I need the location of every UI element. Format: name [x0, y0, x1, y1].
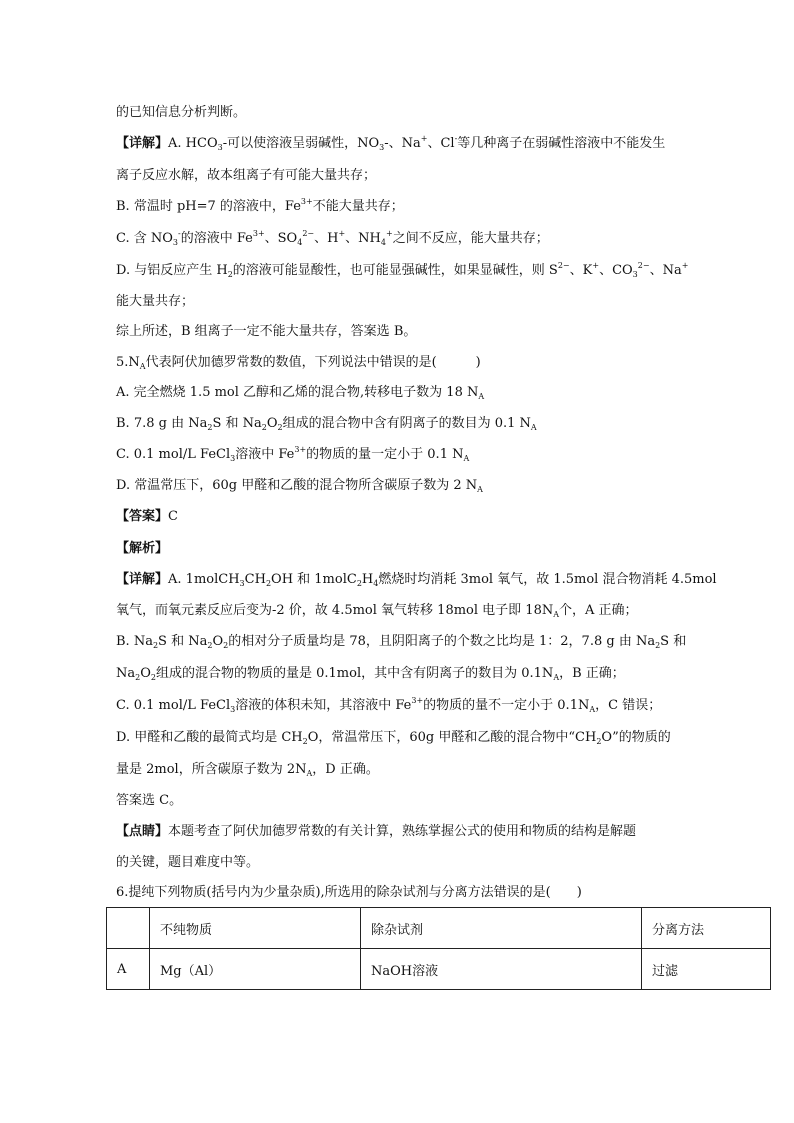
text-line: 能大量共存；	[116, 294, 195, 309]
key-point: 【点睛】本题考查了阿伏加德罗常数的有关计算，熟练掌握公式的使用和物质的结构是解题	[116, 824, 637, 839]
answer-line: 【答案】C	[116, 509, 178, 524]
table-cell: A	[107, 949, 150, 990]
option-c: C. 0.1 mol/L FeCl$_3$溶液中 $Fe^{3+}$的物质的量一定小于 0.1 $N_A$	[116, 445, 470, 463]
analysis-heading: 【解析】	[116, 541, 169, 556]
text-line: 的关键，题目难度中等。	[116, 855, 260, 870]
text-line: B. 常温时 pH=7 的溶液中，$Fe^{3+}$不能大量共存；	[116, 197, 404, 214]
text-line: $Na_2O_2$组成的混合物的物质的量是 0.1mol，其中含有阴离子的数目为 $0.1N_A$，B 正确；	[116, 666, 625, 682]
option-b: B. 7.8 g 由 $Na_2S$ 和 $Na_2O_2$组成的混合物中含有阴离子的数目为 0.1 $N_A$	[116, 416, 537, 432]
table-row	[107, 949, 771, 990]
option-a: A. 完全燃烧 1.5 mol 乙醇和乙烯的混合物,转移电子数为 18 $N_A$	[116, 385, 485, 401]
question-5: $5.N_A$代表阿伏加德罗常数的数值，下列说法中错误的是( )	[116, 355, 481, 371]
text-line: 答案选 C。	[116, 793, 183, 808]
table-cell	[107, 908, 150, 949]
text-line: 【详解】A. $1molCH_3CH_2OH$ 和 $1molC_2H_4$燃烧时均消耗 3mol 氧气，故 1.5mol 混合物消耗 4.5mol	[116, 572, 717, 588]
text-line: 【详解】A. $HCO_3-$可以使溶液呈弱碱性，$NO_3-$、Na+、Cl-等几种离子在弱碱性溶液中不能发生	[116, 134, 666, 152]
question-6: 6.提纯下列物质(括号内为少量杂质),所选用的除杂试剂与分离方法错误的是( )	[116, 885, 582, 900]
table-cell: NaOH溶液	[361, 949, 642, 990]
text-line: 量是 2mol，所含碳原子数为 $2N_A$，D 正确。	[116, 762, 379, 778]
text-line: B. $Na_2S$ 和 $Na_2O_2$的相对分子质量均是 78，且阴阳离子的个数之比均是 1：2，7.8 g 由 $Na_2S$ 和	[116, 634, 687, 650]
table-cell: 分离方法	[642, 908, 771, 949]
table-header-row	[107, 908, 771, 949]
table-cell: 过滤	[642, 949, 771, 990]
text-line: 氧气，而氧元素反应后变为-2 价，故 4.5mol 氧气转移 18mol 电子即 $18N_A$个，A 正确；	[116, 603, 638, 619]
text-line: 的已知信息分析判断。	[116, 105, 247, 120]
text-line: D. 与铝反应产生 $H_2$的溶液可能显酸性，也可能显强碱性，如果显碱性，则 $S^{2-}$、K+、$CO_3^{2-}$、Na+	[116, 261, 689, 279]
text-line: 离子反应水解，故本组离子有可能大量共存；	[116, 168, 377, 183]
impurity-table	[106, 907, 771, 990]
text-line: C. 0.1 mol/L FeCl$_3$溶液的体积未知，其溶液中 $Fe^{3+}$的物质的量不一定小于 $0.1N_A$，C 错误；	[116, 696, 662, 714]
text-line: D. 甲醛和乙酸的最简式均是 $CH_2O$，常温常压下，60g 甲醛和乙酸的混合物中“$CH_2O$”的物质的	[116, 730, 671, 746]
table-cell: 不纯物质	[150, 908, 361, 949]
option-d: D. 常温常压下，60g 甲醛和乙酸的混合物所含碳原子数为 2 $N_A$	[116, 478, 483, 494]
text-line: C. 含 $NO_3^-$的溶液中 $Fe^{3+}$、$SO_4^{2-}$、H+、$NH_4^+$之间不反应，能大量共存；	[116, 229, 549, 247]
text-line: 综上所述，B 组离子一定不能大量共存，答案选 B。	[116, 324, 417, 339]
table-cell: Mg（Al）	[150, 949, 361, 990]
table-cell: 除杂试剂	[361, 908, 642, 949]
